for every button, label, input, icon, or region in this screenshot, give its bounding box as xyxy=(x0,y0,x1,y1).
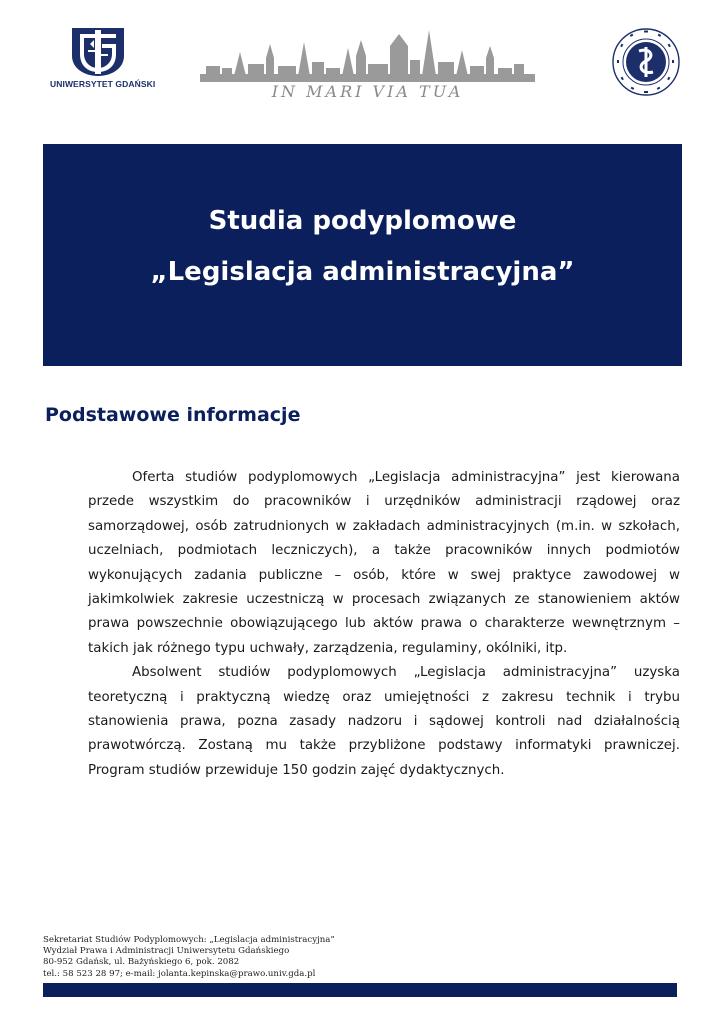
seal-inscription xyxy=(611,27,681,97)
motto-text: IN MARI VIA TUA xyxy=(271,82,464,101)
faculty-seal xyxy=(611,27,681,97)
paragraph: Absolwent studiów podyplomowych „Legislacja administracyjna” uzyska teoretyczną i praktyczną wiedzę oraz umiejętności z zakresu technik i trybu stanowienia prawa, pozna zasady nadzoru i sądowej kontroli nad działalnością prawotwórczą. Zostaną mu także przybliżone podstawy informatyki prawniczej. Program studiów przewiduje 150 godzin zajęć dydaktycznych. xyxy=(88,665,680,778)
page-header xyxy=(0,0,725,120)
university-logo xyxy=(50,26,156,94)
body-text xyxy=(88,466,680,783)
paragraph: Oferta studiów podyplomowych „Legislacja administracyjna” jest kierowana przede wszystkim do pracowników i urzędników administracji rządowej oraz samorządowej, osób zatrudnionych w zakładach administracyjnych (m.in. w szkołach, uczelniach, podmiotach leczniczych), a także pracowników innych podmiotów wykonujących zadania publiczne – osób, które w swej praktyce zawodowej w jakimkolwiek zakresie uczestniczą w procesach związanych ze stanowieniem aktów prawa powszechnie obowiązującego lub aktów prawa o charakterze wewnętrznym – takich jak różnego typu uchwały, zarządzenia, regulaminy, okólniki, itp. xyxy=(88,470,680,656)
footer-bar xyxy=(43,983,677,997)
banner-title-line2: „Legislacja administracyjna” xyxy=(150,257,575,287)
footer-line: tel.: 58 523 28 97; e-mail: jolanta.kepinska@prawo.univ.gda.pl xyxy=(43,968,316,979)
university-name: UNIWERSYTET GDAŃSKI xyxy=(50,79,156,89)
footer-line: 80-952 Gdańsk, ul. Bażyńskiego 6, pok. 2082 xyxy=(43,957,240,968)
footer-contact xyxy=(43,935,543,980)
banner-title-line1: Studia podyplomowe xyxy=(208,206,517,236)
title-banner xyxy=(43,144,682,366)
footer-line: Wydział Prawa i Administracji Uniwersytetu Gdańskiego xyxy=(43,946,290,957)
ug-logo-icon xyxy=(68,26,128,78)
footer-line: Sekretariat Studiów Podyplomowych: „Legislacja administracyjna” xyxy=(43,935,335,945)
section-heading: Podstawowe informacje xyxy=(45,404,301,426)
